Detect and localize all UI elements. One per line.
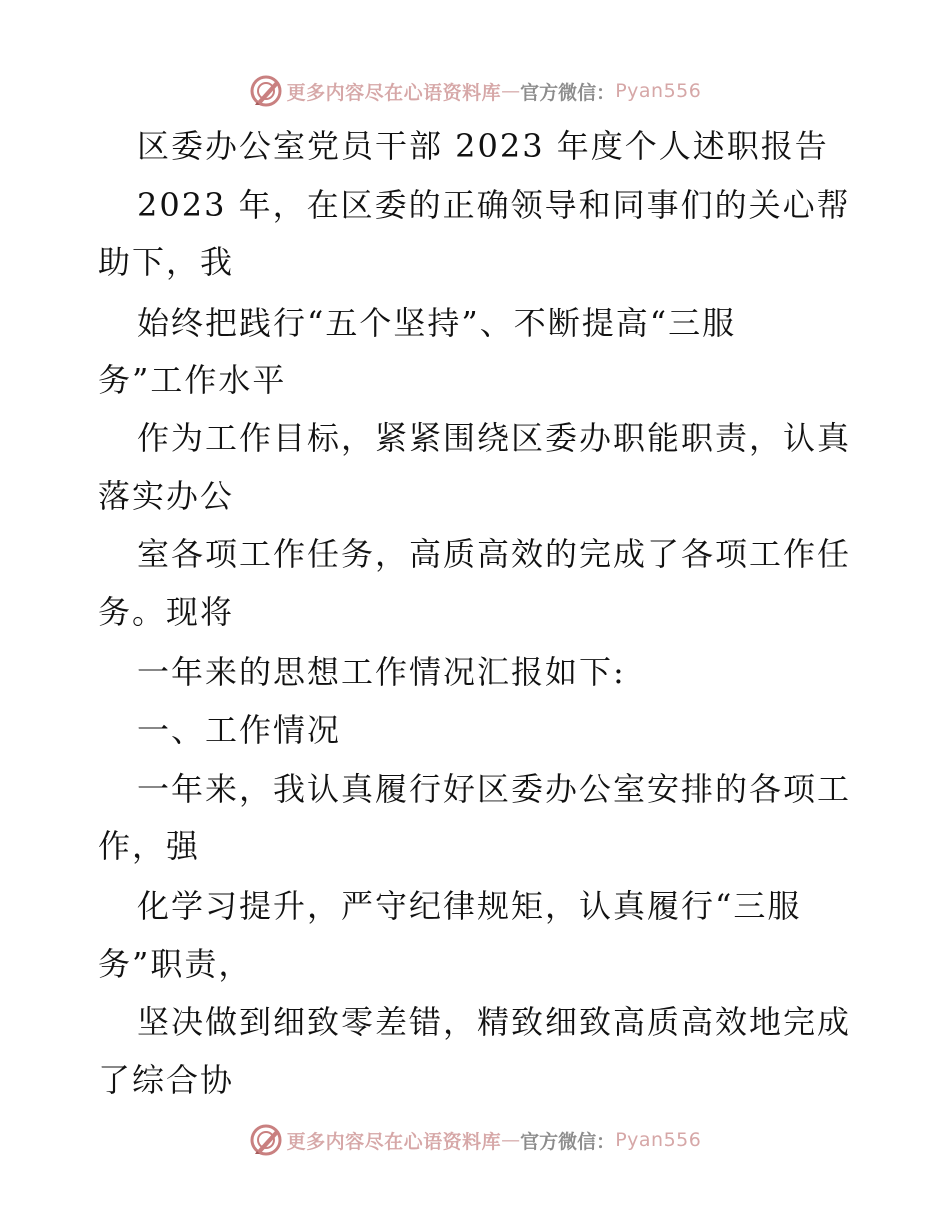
text-line: 务。现将: [98, 593, 235, 631]
text-line: 一年来，我认真履行好区委办公室安排的各项工: [137, 770, 852, 808]
text-line: 室各项工作任务，高质高效的完成了各项工作任: [137, 535, 852, 573]
text-line: 务”职责，: [98, 945, 253, 983]
text-line: 一年来的思想工作情况汇报如下:: [137, 653, 626, 691]
watermark-wechat-id: Pyan556: [615, 80, 702, 102]
watermark-label: 官方微信：: [520, 1130, 616, 1153]
watermark-wechat-id: Pyan556: [615, 1129, 702, 1151]
watermark-label: 官方微信：: [520, 81, 616, 104]
section-heading: 一、工作情况: [137, 711, 342, 749]
text-line: 落实办公: [98, 477, 235, 515]
pen-logo-icon: [249, 74, 283, 108]
text-line: 了综合协: [98, 1061, 235, 1099]
text-line: 作，强: [98, 827, 201, 865]
watermark-dash: —: [501, 80, 521, 102]
text-line: 坚决做到细致零差错，精致细致高质高效地完成: [137, 1003, 852, 1041]
watermark-banner-bottom: [0, 1120, 950, 1160]
text-line: 2023 年，在区委的正确领导和同事们的关心帮: [137, 186, 851, 224]
pen-logo-icon: [249, 1123, 283, 1157]
text-line: 化学习提升，严守纪律规矩，认真履行“三服: [137, 887, 802, 925]
text-line: 务”工作水平: [98, 361, 287, 399]
watermark-dash: —: [501, 1129, 521, 1151]
watermark-slogan: 更多内容尽在心语资料库: [286, 81, 502, 104]
text-line: 助下，我: [98, 243, 235, 281]
text-line: 作为工作目标，紧紧围绕区委办职能职责，认真: [137, 419, 852, 457]
watermark-banner-top: [0, 71, 950, 111]
document-title: 区委办公室党员干部 2023 年度个人述职报告: [137, 127, 829, 165]
watermark-slogan: 更多内容尽在心语资料库: [286, 1130, 502, 1153]
text-line: 始终把践行“五个坚持”、不断提高“三服: [137, 304, 737, 342]
